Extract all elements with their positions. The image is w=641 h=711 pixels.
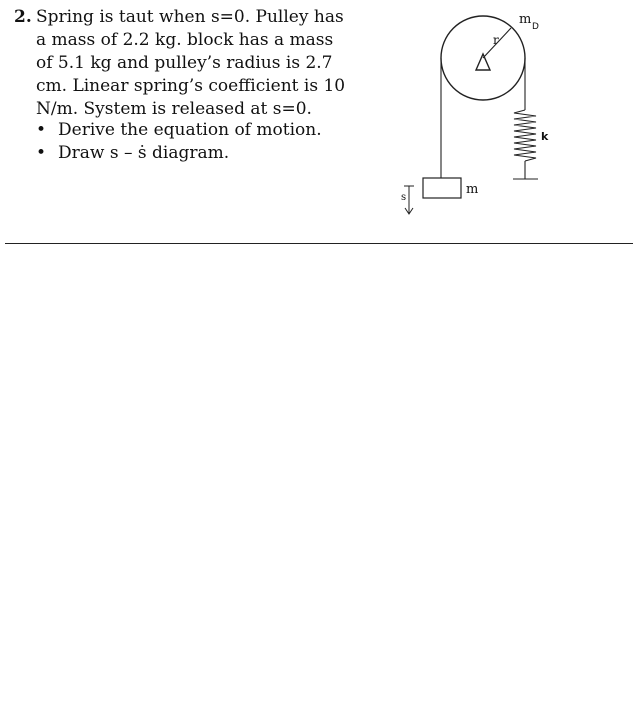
section-divider [5, 243, 633, 244]
problem-text-line-4: cm. Linear spring’s coefficient is 10 [36, 76, 346, 96]
label-pulley-mass: m [519, 12, 532, 27]
task-item-phase-diagram: Draw s – ṡ diagram. [58, 143, 230, 163]
block [423, 178, 461, 198]
label-block-mass: m [466, 182, 479, 197]
task-item-equation-of-motion: Derive the equation of motion. [58, 120, 322, 140]
label-coordinate-s: s [401, 192, 407, 203]
pulley-system-figure [392, 0, 562, 225]
task-bullet-1: • [36, 120, 47, 140]
task-bullet-2: • [36, 143, 47, 163]
problem-text-line-1: Spring is taut when s=0. Pulley has [36, 7, 344, 27]
spring [513, 110, 538, 179]
label-pulley-mass-sub: D [532, 22, 539, 32]
label-spring-constant: k [541, 130, 549, 143]
pulley-pin-support [476, 54, 490, 70]
problem-text-line-5: N/m. System is released at s=0. [36, 99, 312, 119]
problem-number: 2. [14, 7, 32, 27]
problem-text-line-3: of 5.1 kg and pulley’s radius is 2.7 [36, 53, 333, 73]
problem-text-line-2: a mass of 2.2 kg. block has a mass [36, 30, 334, 50]
label-radius: r [493, 33, 499, 47]
